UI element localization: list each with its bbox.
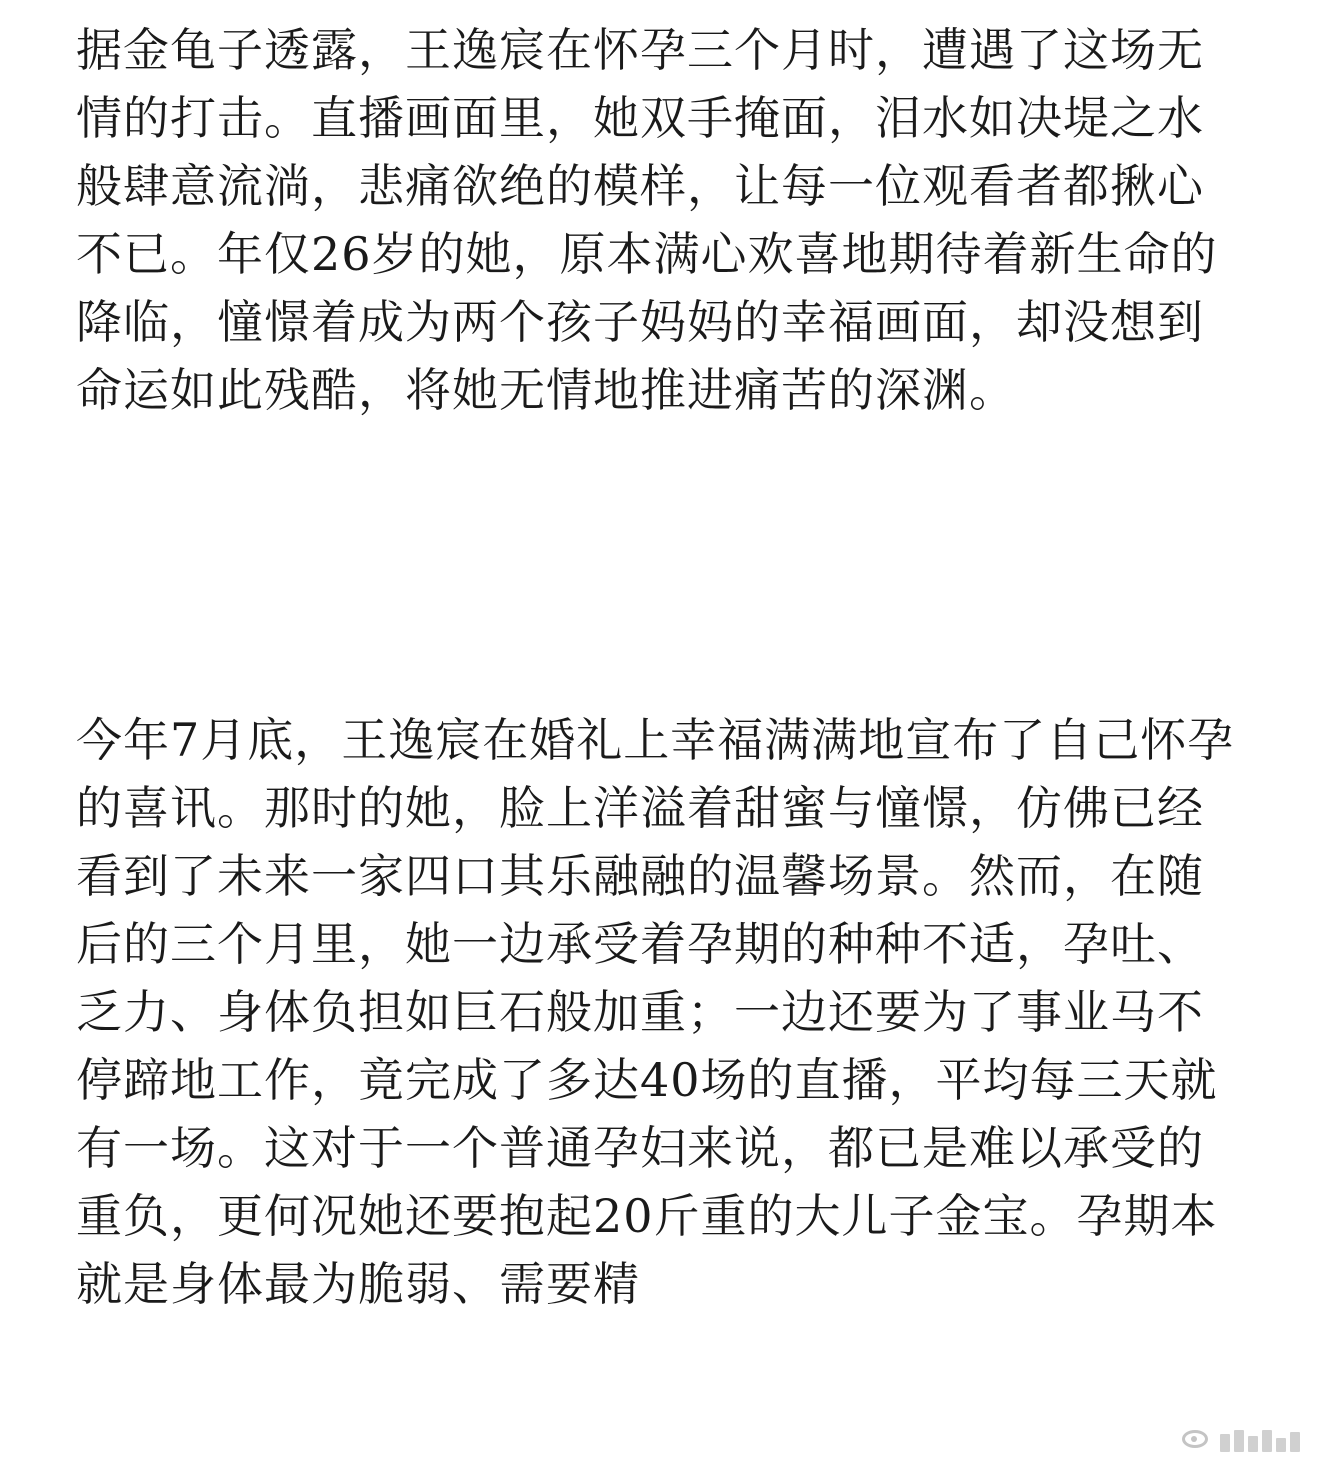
watermark-username-obscured — [1220, 1426, 1300, 1452]
watermark — [1180, 1422, 1306, 1456]
weibo-logo-icon — [1180, 1426, 1214, 1452]
article-paragraph: 据金龟子透露，王逸宸在怀孕三个月时，遭遇了这场无情的打击。直播画面里，她双手掩面，泪水如决堤之水般肆意流淌，悲痛欲绝的模样，让每一位观看者都揪心不已。年仅26岁的她，原本满心欢喜地期待着新生命的降临，憧憬着成为两个孩子妈妈的幸福画面，却没想到命运如此残酷，将她无情地推进痛苦的深渊。 — [76, 23, 1218, 417]
article-paragraph: 今年7月底，王逸宸在婚礼上幸福满满地宣布了自己怀孕的喜讯。那时的她，脸上洋溢着甜蜜与憧憬，仿佛已经看到了未来一家四口其乐融融的温馨场景。然而，在随后的三个月里，她一边承受着孕期的种种不适，孕吐、乏力、身体负担如巨石般加重；一边还要为了事业马不停蹄地工作，竟完成了多达40场的直播，平均每三天就有一场。这对于一个普通孕妇来说，都已是难以承受的重负，更何况她还要抱起20斤重的大儿子金宝。孕期本就是身体最为脆弱、需要精 — [76, 713, 1235, 1311]
